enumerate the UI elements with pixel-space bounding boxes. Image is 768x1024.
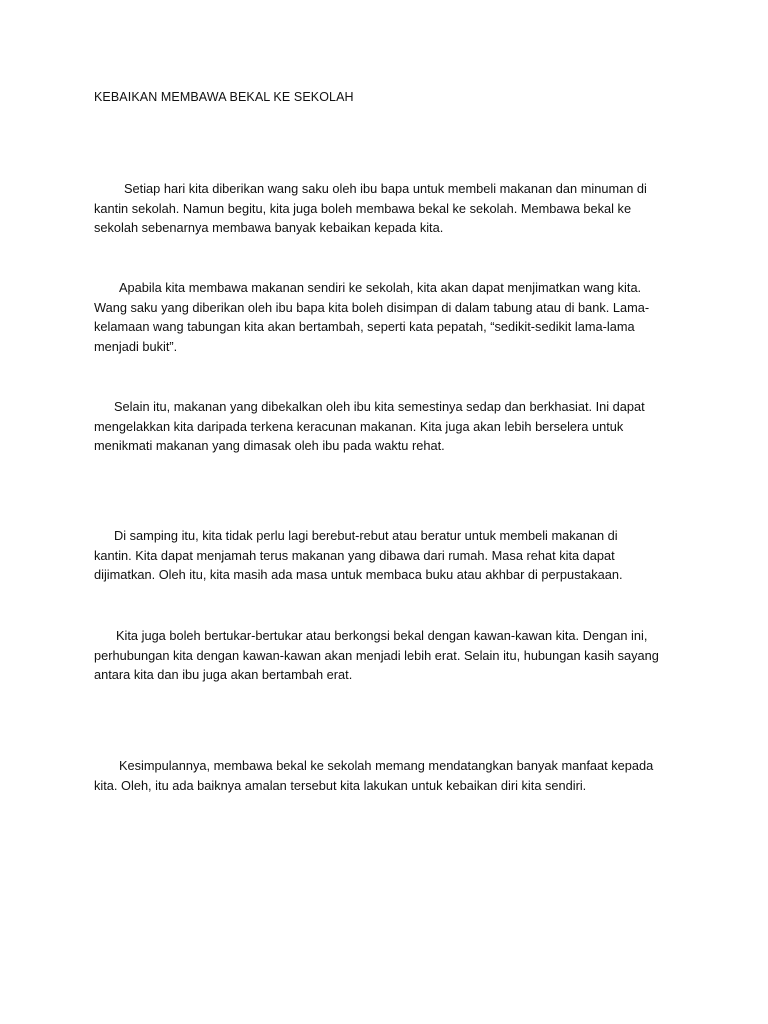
paragraph-line: kantin. Kita dapat menjamah terus makanan yang dibawa dari rumah. Masa rehat kita dapat — [94, 547, 615, 563]
paragraph-line: kita. Oleh, itu ada baiknya amalan tersebut kita lakukan untuk kebaikan diri kita sendiri. — [94, 777, 587, 793]
paragraph-line: menjadi bukit”. — [94, 338, 178, 354]
paragraph-6 — [94, 756, 674, 795]
paragraph-line: Di samping itu, kita tidak perlu lagi berebut-rebut atau beratur untuk membeli makanan di — [114, 528, 618, 543]
paragraph-line: mengelakkan kita daripada terkena keracunan makanan. Kita juga akan lebih berselera untuk — [94, 418, 624, 434]
paragraph-3 — [94, 397, 674, 456]
document-title: KEBAIKAN MEMBAWA BEKAL KE SEKOLAH — [94, 90, 354, 104]
paragraph-line: antara kita dan ibu juga akan bertambah erat. — [94, 667, 353, 682]
paragraph-line: Kita juga boleh bertukar-bertukar atau berkongsi bekal dengan kawan-kawan kita. Dengan ini, — [116, 628, 648, 643]
paragraph-line: Apabila kita membawa makanan sendiri ke sekolah, kita akan dapat menjimatkan wang kita. — [119, 280, 642, 295]
paragraph-line: kantin sekolah. Namun begitu, kita juga boleh membawa bekal ke sekolah. Membawa bekal ke — [94, 200, 632, 216]
paragraph-1 — [94, 179, 674, 238]
paragraph-line: sekolah sebenarnya membawa banyak kebaikan kepada kita. — [94, 220, 444, 235]
paragraph-line: Kesimpulannya, membawa bekal ke sekolah memang mendatangkan banyak manfaat kepada — [119, 758, 654, 773]
paragraph-line: kelamaan wang tabungan kita akan bertambah, seperti kata pepatah, “sedikit-sedikit lama-lama — [94, 319, 635, 334]
paragraph-5 — [94, 626, 674, 685]
paragraph-line: Setiap hari kita diberikan wang saku oleh ibu bapa untuk membeli makanan dan minuman di — [124, 181, 647, 196]
paragraph-line: menikmati makanan yang dimasak oleh ibu pada waktu rehat. — [94, 438, 445, 453]
paragraph-4 — [94, 526, 674, 585]
paragraph-line: dijimatkan. Oleh itu, kita masih ada masa untuk membaca buku atau akhbar di perpustakaan. — [94, 567, 623, 582]
paragraph-2 — [94, 278, 674, 356]
paragraph-line: Selain itu, makanan yang dibekalkan oleh ibu kita semestinya sedap dan berkhasiat. Ini dapat — [114, 399, 645, 414]
paragraph-line: perhubungan kita dengan kawan-kawan akan menjadi lebih erat. Selain itu, hubungan kasih sayang — [94, 647, 659, 663]
paragraph-line: Wang saku yang diberikan oleh ibu bapa kita boleh disimpan di dalam tabung atau di bank. Lama- — [94, 299, 650, 315]
